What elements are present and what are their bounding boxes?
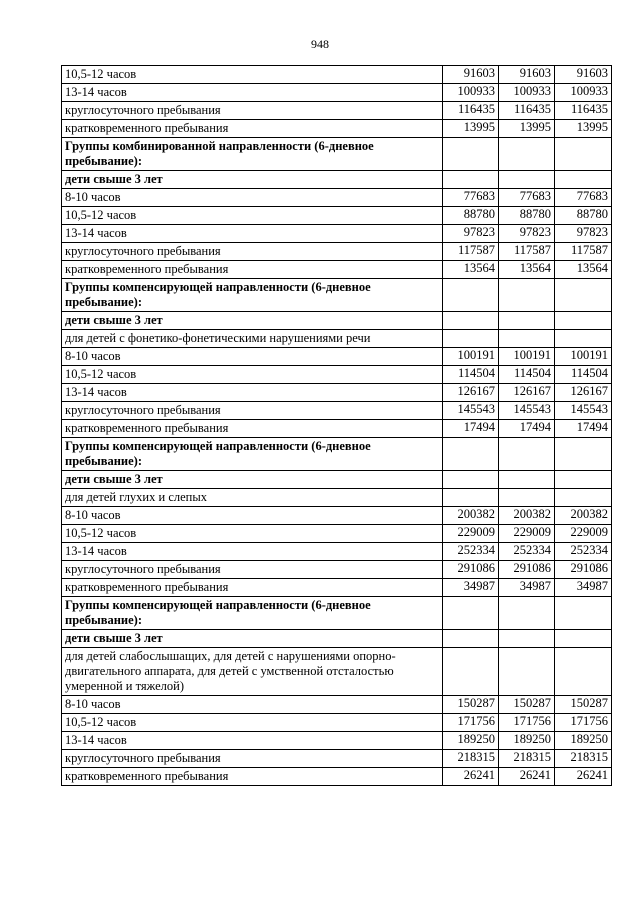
- table-row: [62, 732, 612, 750]
- row-label: кратковременного пребывания: [62, 261, 443, 279]
- row-value-v3: 97823: [555, 225, 612, 243]
- row-value-v2: 218315: [499, 750, 555, 768]
- row-value-v3: [555, 330, 612, 348]
- row-value-v1: 34987: [443, 579, 499, 597]
- row-value-v1: 77683: [443, 189, 499, 207]
- table-row: [62, 543, 612, 561]
- row-value-v2: 26241: [499, 768, 555, 786]
- row-value-v3: 218315: [555, 750, 612, 768]
- table-row: [62, 102, 612, 120]
- row-label: 10,5-12 часов: [62, 525, 443, 543]
- row-value-v3: 189250: [555, 732, 612, 750]
- row-value-v1: 100191: [443, 348, 499, 366]
- row-label: для детей глухих и слепых: [62, 489, 443, 507]
- row-value-v3: 91603: [555, 66, 612, 84]
- row-value-v2: [499, 648, 555, 696]
- row-label: дети свыше 3 лет: [62, 630, 443, 648]
- row-label: 8-10 часов: [62, 189, 443, 207]
- row-label: Группы комбинированной направленности (6-дневное пребывание):: [62, 138, 443, 171]
- row-value-v3: 171756: [555, 714, 612, 732]
- row-label: круглосуточного пребывания: [62, 402, 443, 420]
- row-value-v3: 100933: [555, 84, 612, 102]
- row-value-v1: 91603: [443, 66, 499, 84]
- row-value-v3: [555, 471, 612, 489]
- row-value-v2: [499, 630, 555, 648]
- section-header-row: [62, 438, 612, 471]
- table-row: [62, 561, 612, 579]
- row-value-v2: [499, 138, 555, 171]
- row-value-v3: 229009: [555, 525, 612, 543]
- row-value-v1: [443, 471, 499, 489]
- row-value-v1: 252334: [443, 543, 499, 561]
- row-value-v2: 116435: [499, 102, 555, 120]
- row-value-v2: 252334: [499, 543, 555, 561]
- table-row: [62, 420, 612, 438]
- table-row: [62, 189, 612, 207]
- table-body: [62, 66, 612, 786]
- table-row: [62, 750, 612, 768]
- row-value-v2: 150287: [499, 696, 555, 714]
- table-row: [62, 366, 612, 384]
- table-row: [62, 579, 612, 597]
- subheader-row: [62, 330, 612, 348]
- section-header-row: [62, 312, 612, 330]
- row-value-v1: 229009: [443, 525, 499, 543]
- row-value-v3: 114504: [555, 366, 612, 384]
- row-value-v3: 88780: [555, 207, 612, 225]
- row-value-v2: 77683: [499, 189, 555, 207]
- row-value-v2: 97823: [499, 225, 555, 243]
- row-value-v2: [499, 279, 555, 312]
- row-value-v1: [443, 597, 499, 630]
- row-value-v1: 189250: [443, 732, 499, 750]
- row-label: 13-14 часов: [62, 84, 443, 102]
- section-header-row: [62, 471, 612, 489]
- row-label: кратковременного пребывания: [62, 768, 443, 786]
- row-label: Группы компенсирующей направленности (6-дневное пребывание):: [62, 279, 443, 312]
- row-value-v3: [555, 171, 612, 189]
- table-row: [62, 507, 612, 525]
- row-value-v1: [443, 171, 499, 189]
- row-value-v2: 171756: [499, 714, 555, 732]
- row-value-v1: 291086: [443, 561, 499, 579]
- row-value-v1: 150287: [443, 696, 499, 714]
- row-label: Группы компенсирующей направленности (6-дневное пребывание):: [62, 438, 443, 471]
- row-value-v1: [443, 330, 499, 348]
- row-value-v1: [443, 489, 499, 507]
- row-value-v1: [443, 438, 499, 471]
- row-label: 8-10 часов: [62, 348, 443, 366]
- row-value-v3: 17494: [555, 420, 612, 438]
- table-row: [62, 225, 612, 243]
- row-value-v3: 117587: [555, 243, 612, 261]
- row-label: кратковременного пребывания: [62, 579, 443, 597]
- row-value-v1: 97823: [443, 225, 499, 243]
- row-value-v3: 77683: [555, 189, 612, 207]
- row-value-v3: 100191: [555, 348, 612, 366]
- row-label: 10,5-12 часов: [62, 207, 443, 225]
- row-value-v1: [443, 138, 499, 171]
- row-value-v1: 88780: [443, 207, 499, 225]
- row-value-v2: [499, 489, 555, 507]
- row-value-v2: 100933: [499, 84, 555, 102]
- row-value-v2: 100191: [499, 348, 555, 366]
- table-row: [62, 243, 612, 261]
- row-label: 10,5-12 часов: [62, 366, 443, 384]
- row-value-v3: 13564: [555, 261, 612, 279]
- row-value-v1: 13995: [443, 120, 499, 138]
- row-value-v2: [499, 312, 555, 330]
- row-value-v2: [499, 330, 555, 348]
- subheader-row: [62, 489, 612, 507]
- row-value-v2: 91603: [499, 66, 555, 84]
- subheader-row: [62, 648, 612, 696]
- section-header-row: [62, 171, 612, 189]
- row-value-v2: [499, 171, 555, 189]
- table-row: [62, 696, 612, 714]
- row-value-v1: [443, 630, 499, 648]
- row-value-v3: 34987: [555, 579, 612, 597]
- row-label: круглосуточного пребывания: [62, 243, 443, 261]
- section-header-row: [62, 279, 612, 312]
- row-value-v2: 88780: [499, 207, 555, 225]
- row-label: 13-14 часов: [62, 732, 443, 750]
- row-value-v3: 26241: [555, 768, 612, 786]
- table-row: [62, 120, 612, 138]
- row-value-v1: 114504: [443, 366, 499, 384]
- row-label: для детей с фонетико-фонетическими нарушениями речи: [62, 330, 443, 348]
- row-value-v1: 100933: [443, 84, 499, 102]
- row-label: кратковременного пребывания: [62, 120, 443, 138]
- row-value-v3: 145543: [555, 402, 612, 420]
- table-row: [62, 525, 612, 543]
- row-value-v3: [555, 312, 612, 330]
- row-value-v2: 229009: [499, 525, 555, 543]
- table-row: [62, 261, 612, 279]
- row-value-v3: 252334: [555, 543, 612, 561]
- row-value-v3: [555, 279, 612, 312]
- row-value-v2: 13995: [499, 120, 555, 138]
- table-row: [62, 84, 612, 102]
- row-value-v3: [555, 438, 612, 471]
- table-row: [62, 66, 612, 84]
- table-row: [62, 402, 612, 420]
- row-value-v1: 171756: [443, 714, 499, 732]
- row-value-v2: 145543: [499, 402, 555, 420]
- price-table: [61, 65, 612, 786]
- row-value-v1: [443, 648, 499, 696]
- row-value-v3: [555, 489, 612, 507]
- row-label: дети свыше 3 лет: [62, 171, 443, 189]
- table-row: [62, 348, 612, 366]
- row-value-v2: 126167: [499, 384, 555, 402]
- table-row: [62, 384, 612, 402]
- row-value-v1: [443, 312, 499, 330]
- row-value-v3: [555, 597, 612, 630]
- row-value-v1: 200382: [443, 507, 499, 525]
- row-value-v2: [499, 471, 555, 489]
- row-value-v3: 291086: [555, 561, 612, 579]
- row-label: 13-14 часов: [62, 225, 443, 243]
- row-value-v1: 117587: [443, 243, 499, 261]
- row-value-v3: 126167: [555, 384, 612, 402]
- row-value-v1: 218315: [443, 750, 499, 768]
- row-value-v2: 17494: [499, 420, 555, 438]
- row-label: круглосуточного пребывания: [62, 102, 443, 120]
- section-header-row: [62, 597, 612, 630]
- row-value-v2: [499, 438, 555, 471]
- section-header-row: [62, 630, 612, 648]
- table-row: [62, 714, 612, 732]
- row-value-v1: 126167: [443, 384, 499, 402]
- row-value-v3: [555, 648, 612, 696]
- row-label: круглосуточного пребывания: [62, 750, 443, 768]
- row-value-v2: 34987: [499, 579, 555, 597]
- row-label: круглосуточного пребывания: [62, 561, 443, 579]
- row-value-v1: 17494: [443, 420, 499, 438]
- row-value-v3: [555, 630, 612, 648]
- row-label: 10,5-12 часов: [62, 714, 443, 732]
- row-label: для детей слабослышащих, для детей с нарушениями опорно-двигательного аппарата, для детей с умственной отсталостью умеренной и тяжелой): [62, 648, 443, 696]
- row-value-v1: 145543: [443, 402, 499, 420]
- row-value-v1: [443, 279, 499, 312]
- row-value-v2: 117587: [499, 243, 555, 261]
- row-label: 10,5-12 часов: [62, 66, 443, 84]
- row-value-v2: 291086: [499, 561, 555, 579]
- row-value-v3: 13995: [555, 120, 612, 138]
- row-value-v3: 150287: [555, 696, 612, 714]
- row-value-v2: 13564: [499, 261, 555, 279]
- table-row: [62, 768, 612, 786]
- row-value-v3: [555, 138, 612, 171]
- row-label: Группы компенсирующей направленности (6-дневное пребывание):: [62, 597, 443, 630]
- row-value-v1: 13564: [443, 261, 499, 279]
- row-label: дети свыше 3 лет: [62, 471, 443, 489]
- row-value-v3: 116435: [555, 102, 612, 120]
- row-label: кратковременного пребывания: [62, 420, 443, 438]
- row-label: 8-10 часов: [62, 696, 443, 714]
- row-label: 13-14 часов: [62, 543, 443, 561]
- row-value-v2: [499, 597, 555, 630]
- row-value-v2: 189250: [499, 732, 555, 750]
- row-value-v3: 200382: [555, 507, 612, 525]
- row-value-v2: 114504: [499, 366, 555, 384]
- row-label: 13-14 часов: [62, 384, 443, 402]
- page-number: 948: [311, 37, 329, 51]
- row-label: дети свыше 3 лет: [62, 312, 443, 330]
- section-header-row: [62, 138, 612, 171]
- table-row: [62, 207, 612, 225]
- row-value-v1: 26241: [443, 768, 499, 786]
- row-label: 8-10 часов: [62, 507, 443, 525]
- row-value-v1: 116435: [443, 102, 499, 120]
- row-value-v2: 200382: [499, 507, 555, 525]
